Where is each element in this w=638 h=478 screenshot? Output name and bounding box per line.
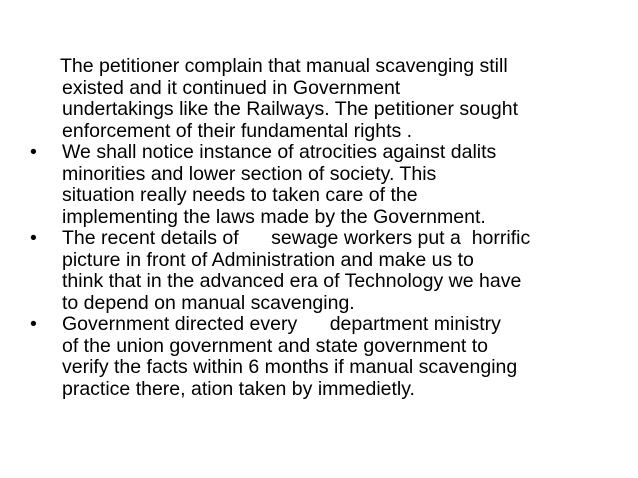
text-line: to depend on manual scavenging. [62, 291, 355, 314]
text-line: picture in front of Administration and make us to [62, 248, 474, 271]
bullet-icon: • [30, 227, 37, 249]
text-line: The recent details of sewage workers put a horrific [62, 227, 531, 249]
intro-paragraph [26, 56, 626, 142]
bullet-icon: • [30, 313, 37, 335]
text-line: of the union government and state government to [62, 334, 489, 357]
text-line: verify the facts within 6 months if manual scavenging [62, 356, 518, 378]
text-line: undertakings like the Railways. The petitioner sought [62, 98, 518, 120]
text-line: Government directed every department ministry [62, 313, 501, 335]
bullet-item-government-directive [26, 314, 626, 400]
text-line: existed and it continued in Government [62, 76, 401, 99]
text-line: think that in the advanced era of Technology we have [62, 270, 522, 292]
text-line: situation really needs to taken care of the [62, 184, 418, 206]
bullet-item-sewage-workers [26, 228, 626, 314]
bullet-item-atrocities [26, 142, 626, 228]
text-line: enforcement of their fundamental rights . [62, 119, 413, 142]
slide-body [26, 56, 626, 400]
text-line: We shall notice instance of atrocities against dalits [62, 141, 497, 163]
bullet-icon: • [30, 141, 37, 163]
text-line: implementing the laws made by the Government. [62, 205, 486, 228]
text-line: minorities and lower section of society. This [62, 162, 437, 185]
text-line: practice there, ation taken by immedietly. [62, 377, 415, 400]
text-line: The petitioner complain that manual scavenging still [60, 55, 508, 77]
